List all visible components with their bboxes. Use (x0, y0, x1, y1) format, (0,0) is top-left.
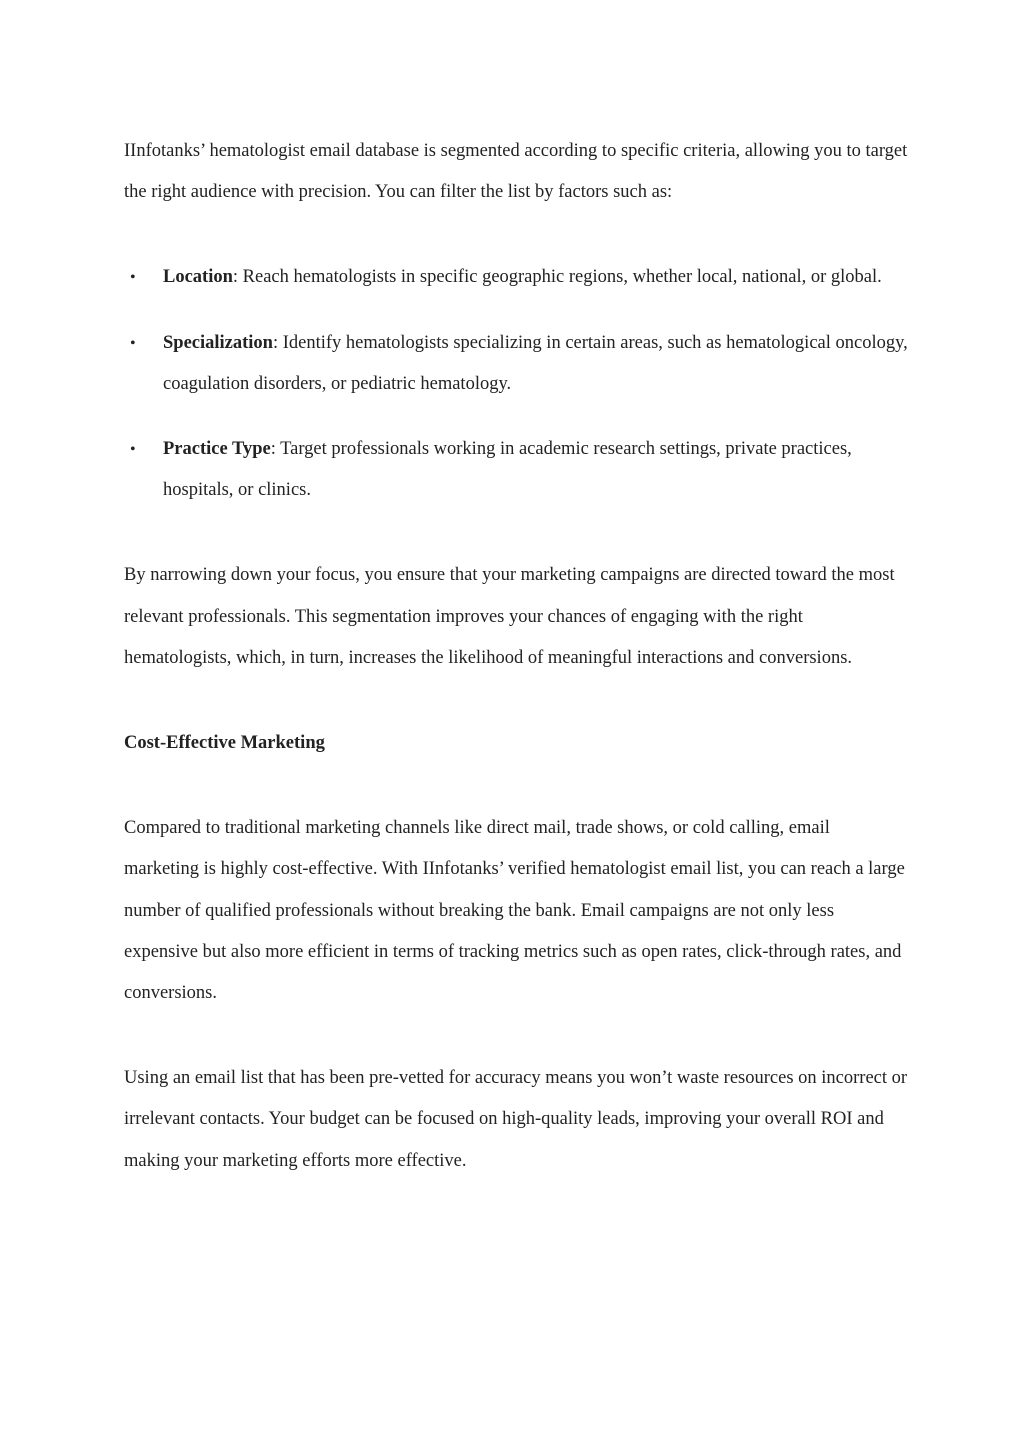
list-item-specialization (124, 323, 909, 405)
criteria-list (124, 257, 909, 511)
bullet-icon: • (130, 441, 136, 459)
document-page (124, 131, 909, 1182)
narrowing-paragraph: By narrowing down your focus, you ensure that your marketing campaigns are directed toward the most relevant professionals. This segmentation improves your chances of engaging with the right hematologists, which, in turn, increases the likelihood of meaningful interactions and conversions. (124, 565, 895, 668)
list-item-location (124, 257, 909, 298)
bullet-icon: • (130, 334, 136, 352)
cost-paragraph-1: Compared to traditional marketing channels like direct mail, trade shows, or cold calling, email marketing is highly cost-effective. With IInfotanks’ verified hematologist email list, you can reach a large number of qualified professionals without breaking the bank. Email campaigns are not only less expensive but also more efficient in terms of tracking metrics such as open rates, click-through rates, and conversions. (124, 818, 905, 1004)
criteria-description: : Identify hematologists specializing in certain areas, such as hematological oncology, coagulation disorders, or pediatric hematology. (163, 332, 908, 394)
criteria-term: Practice Type (163, 439, 271, 460)
intro-paragraph: IInfotanks’ hematologist email database is segmented according to specific criteria, allowing you to target the right audience with precision. You can filter the list by factors such as: (124, 141, 908, 203)
section-heading: Cost-Effective Marketing (124, 733, 325, 754)
bullet-icon: • (130, 269, 136, 287)
cost-paragraph-2: Using an email list that has been pre-vetted for accuracy means you won’t waste resources on incorrect or irrelevant contacts. Your budget can be focused on high-quality leads, improving your overall ROI and making your marketing efforts more effective. (124, 1068, 908, 1171)
criteria-description: : Target professionals working in academic research settings, private practices, hospitals, or clinics. (163, 439, 852, 501)
criteria-description: : Reach hematologists in specific geographic regions, whether local, national, or global. (232, 267, 882, 288)
criteria-term: Location (163, 267, 233, 288)
list-item-practice-type (124, 429, 909, 511)
criteria-term: Specialization (163, 332, 273, 353)
